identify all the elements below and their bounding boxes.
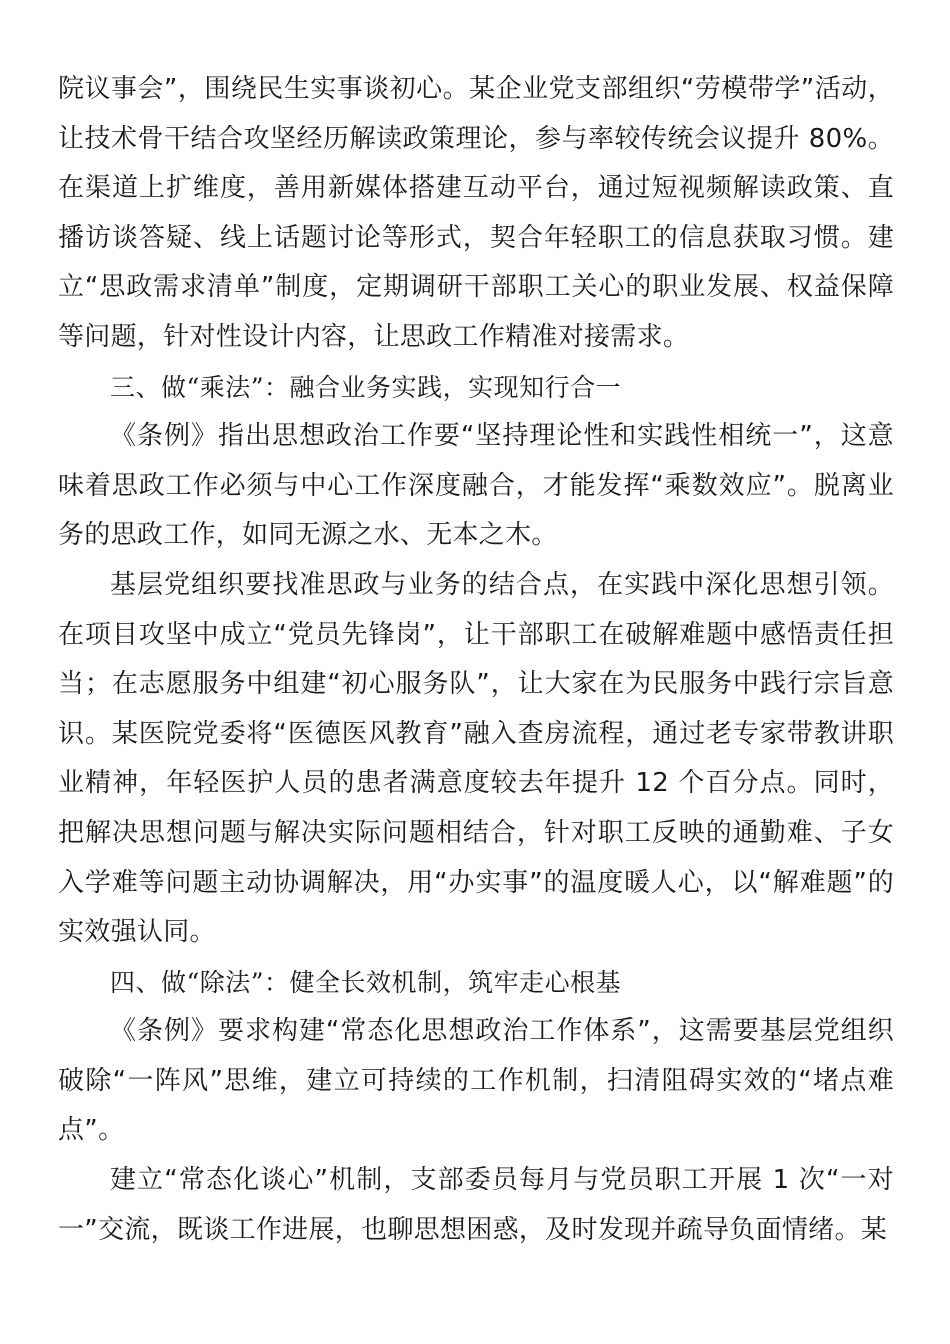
paragraph-2: 《条例》指出思想政治工作要“坚持理论性和实践性相统一”，这意味着思政工作必须与中心工作深度融合，才能发挥“乘数效应”。脱离业务的思政工作，如同无源之水、无本之木。: [58, 421, 894, 551]
document-page: [58, 65, 894, 1255]
section-heading-4: 四、做“除法”：健全长效机制，筑牢走心根基: [110, 967, 622, 997]
paragraph-5: 建立“常态化谈心”机制，支部委员每月与党员职工开展 1 次“一对一”交流，既谈工作进展，也聊思想困惑，及时发现并疏导负面情绪。某: [58, 1165, 894, 1245]
paragraph-4: 《条例》要求构建“常态化思想政治工作体系”，这需要基层党组织破除“一阵风”思维，建立可持续的工作机制，扫清阻碍实效的“堵点难点”。: [58, 1016, 894, 1146]
paragraph-3: 基层党组织要找准思政与业务的结合点，在实践中深化思想引领。在项目攻坚中成立“党员先锋岗”，让干部职工在破解难题中感悟责任担当；在志愿服务中组建“初心服务队”，让大家在为民服务中践行宗旨意识。某医院党委将“医德医风教育”融入查房流程，通过老专家带教讲职业精神，年轻医护人员的患者满意度较去年提升 12 个百分点。同时，把解决思想问题与解决实际问题相结合，针对职工反映的通勤难、子女入学难等问题主动协调解决，用“办实事”的温度暖人心，以“解难题”的实效强认同。: [58, 569, 894, 948]
section-heading-3: 三、做“乘法”：融合业务实践，实现知行合一: [110, 372, 622, 402]
paragraph-1: 院议事会”，围绕民生实事谈初心。某企业党支部组织“劳模带学”活动，让技术骨干结合攻坚经历解读政策理论，参与率较传统会议提升 80%。在渠道上扩维度，善用新媒体搭建互动平台，通过短视频解读政策、直播访谈答疑、线上话题讨论等形式，契合年轻职工的信息获取习惯。建立“思政需求清单”制度，定期调研干部职工关心的职业发展、权益保障等问题，针对性设计内容，让思政工作精准对接需求。: [58, 74, 894, 352]
